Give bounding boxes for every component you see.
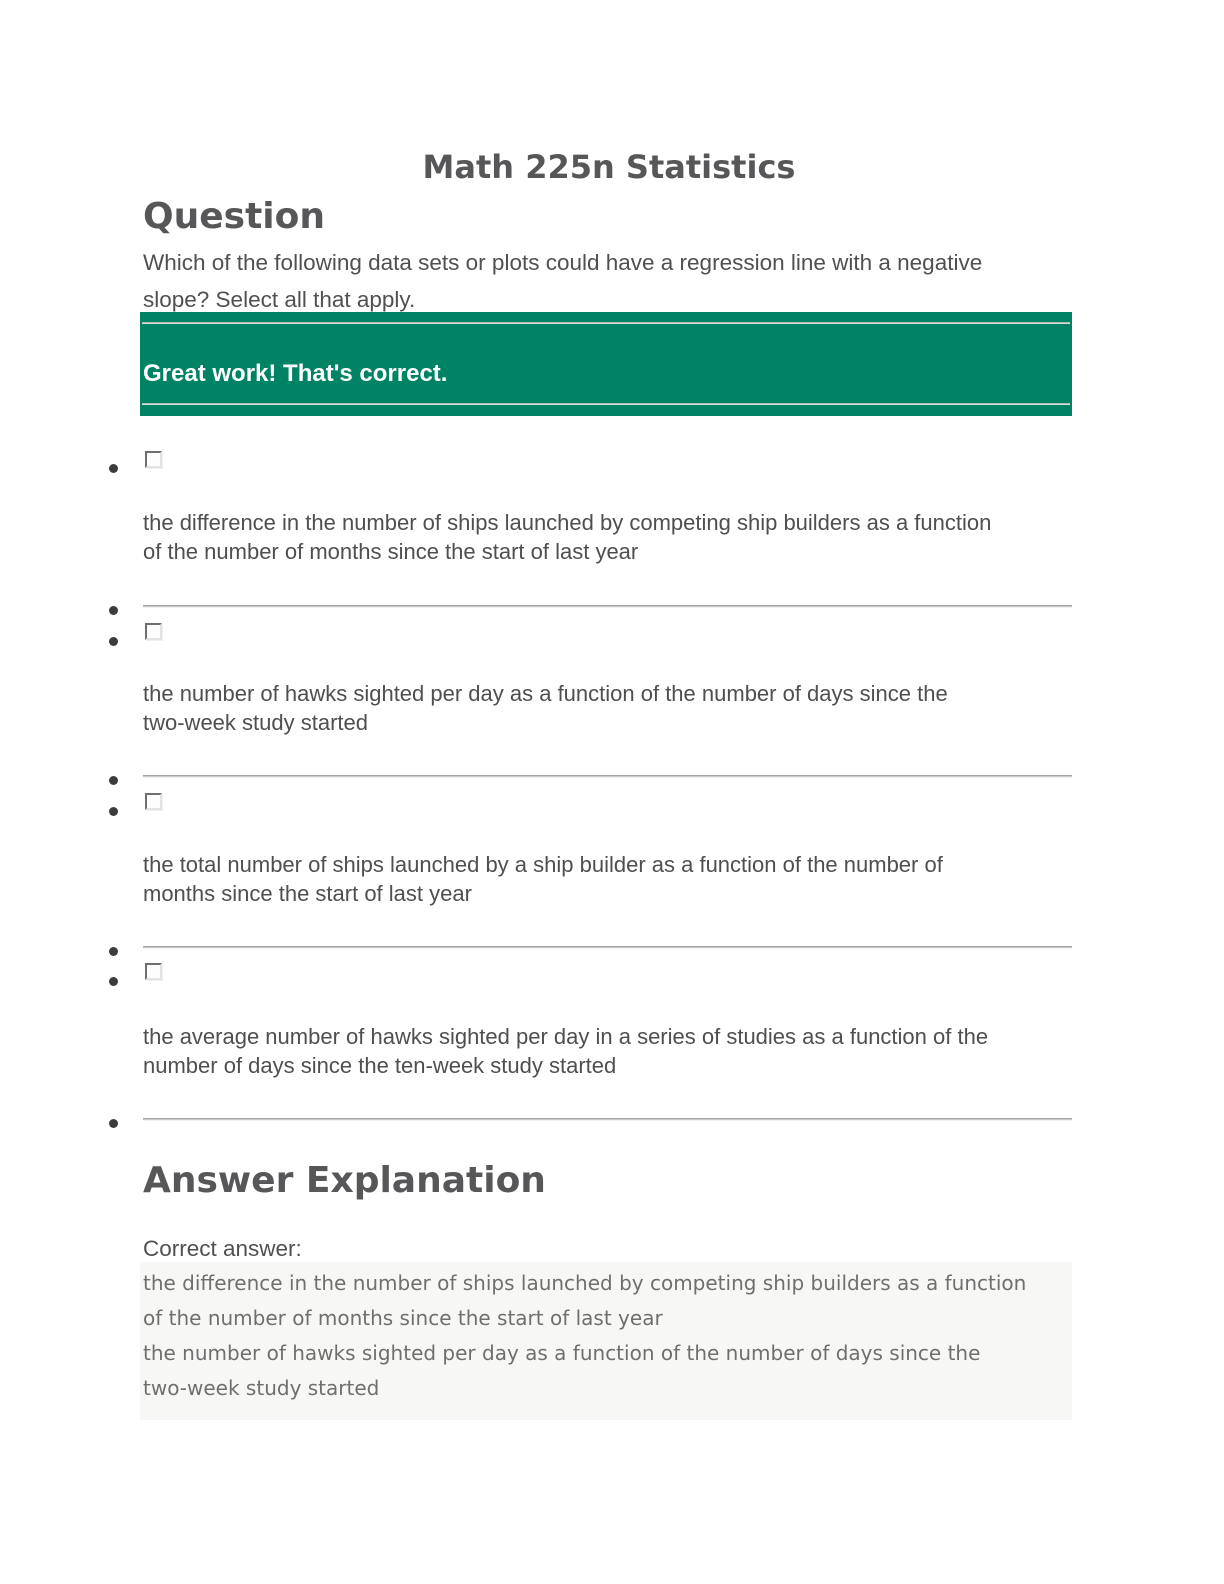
option-line: the number of hawks sighted per day as a function of the number of days since the bbox=[143, 681, 948, 706]
option-text-4 bbox=[143, 1022, 1083, 1080]
option-divider bbox=[143, 605, 1072, 608]
option-line: of the number of months since the start of last year bbox=[143, 539, 639, 564]
option-checkbox-4[interactable] bbox=[145, 963, 162, 980]
option-line: number of days since the ten-week study started bbox=[143, 1053, 617, 1078]
option-checkbox-1[interactable] bbox=[145, 451, 162, 468]
question-line: Which of the following data sets or plots could have a regression line with a negative bbox=[143, 250, 983, 275]
option-line: the average number of hawks sighted per day in a series of studies as a function of the bbox=[143, 1024, 989, 1049]
list-bullet bbox=[109, 947, 118, 956]
question-heading: Question bbox=[143, 196, 325, 237]
option-checkbox-3[interactable] bbox=[145, 793, 162, 810]
feedback-message: Great work! That's correct. bbox=[143, 360, 448, 387]
option-divider bbox=[143, 1118, 1072, 1121]
option-line: the total number of ships launched by a ship builder as a function of the number of bbox=[143, 852, 943, 877]
list-bullet bbox=[109, 464, 118, 473]
answer-line: the difference in the number of ships launched by competing ship builders as a function bbox=[143, 1271, 1027, 1295]
correct-answer-label: Correct answer: bbox=[143, 1236, 302, 1261]
banner-divider bbox=[142, 322, 1070, 324]
answer-line: two-week study started bbox=[143, 1376, 380, 1400]
answer-explanation-heading: Answer Explanation bbox=[143, 1160, 546, 1201]
list-bullet bbox=[109, 1119, 118, 1128]
option-line: months since the start of last year bbox=[143, 881, 472, 906]
option-text-3 bbox=[143, 850, 1083, 908]
page-title: Math 225n Statistics bbox=[422, 148, 796, 186]
question-line: slope? Select all that apply. bbox=[143, 287, 416, 312]
banner-divider bbox=[142, 403, 1070, 405]
answer-line: of the number of months since the start of last year bbox=[143, 1306, 663, 1330]
list-bullet bbox=[109, 637, 118, 646]
option-text-2 bbox=[143, 679, 1083, 737]
list-bullet bbox=[109, 807, 118, 816]
answer-line: the number of hawks sighted per day as a function of the number of days since the bbox=[143, 1341, 981, 1365]
question-text bbox=[143, 244, 1083, 318]
option-line: the difference in the number of ships launched by competing ship builders as a function bbox=[143, 510, 992, 535]
feedback-banner bbox=[140, 312, 1072, 416]
correct-answer-block bbox=[140, 1262, 1072, 1420]
option-checkbox-2[interactable] bbox=[145, 623, 162, 640]
option-text-1 bbox=[143, 508, 1083, 566]
option-divider bbox=[143, 946, 1072, 949]
option-divider bbox=[143, 775, 1072, 778]
list-bullet bbox=[109, 776, 118, 785]
list-bullet bbox=[109, 606, 118, 615]
option-line: two-week study started bbox=[143, 710, 368, 735]
list-bullet bbox=[109, 977, 118, 986]
